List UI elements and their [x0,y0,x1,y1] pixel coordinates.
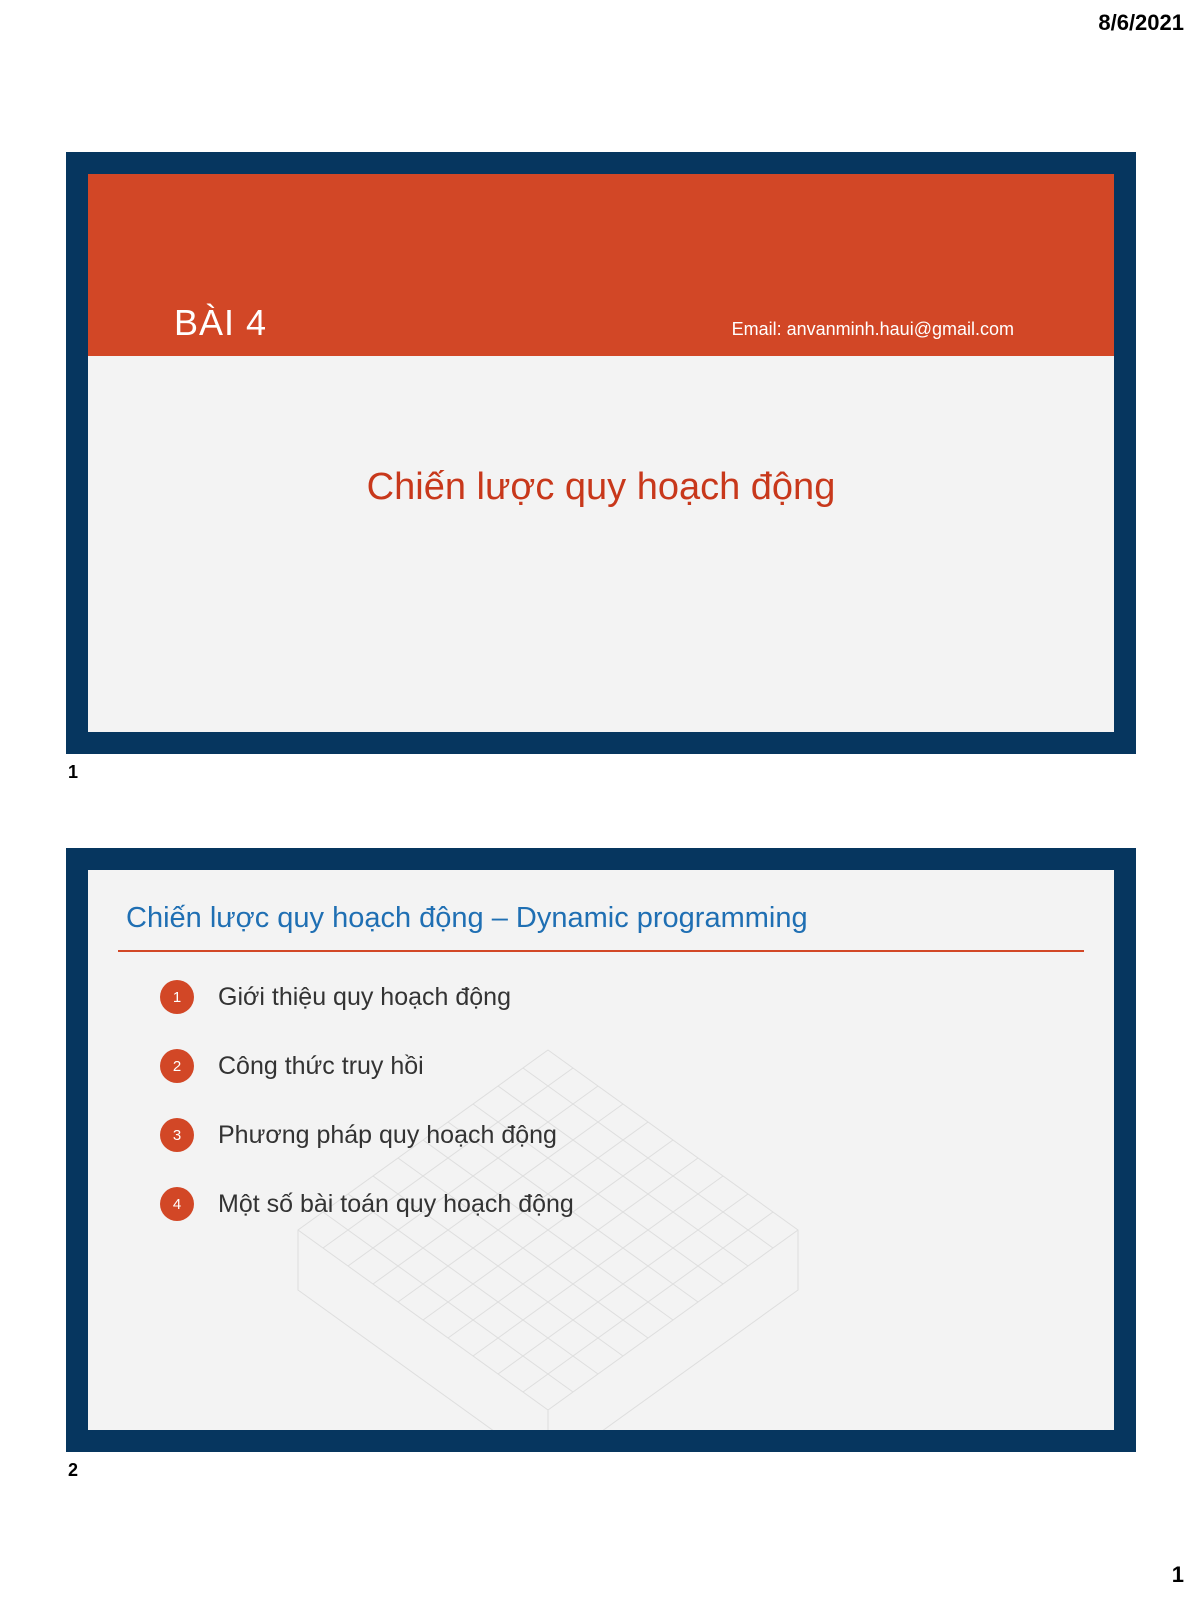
slide-2-label: 2 [68,1460,79,1480]
lesson-number: BÀI 4 [174,302,268,343]
slide-1-title: Chiến lược quy hoạch động [366,466,836,508]
number-badge: 2 [160,1049,194,1083]
list-item-text: Phương pháp quy hoạch động [218,1120,557,1149]
slide-2-content [88,870,1114,1430]
number-badge: 1 [160,980,194,1014]
list-item-text: Giới thiệu quy hoạch động [218,982,511,1011]
slide-1-label: 1 [68,762,79,782]
list-item [160,1118,574,1152]
list-item [160,1049,574,1083]
page-date: 8/6/2021 [1098,10,1184,35]
page-number: 1 [1171,1562,1184,1587]
slide-1-content [88,174,1114,732]
slide-2-title: Chiến lược quy hoạch động – Dynamic programming [126,902,808,934]
agenda-list [160,980,574,1256]
list-item-text: Công thức truy hồi [218,1051,424,1080]
list-item-text: Một số bài toán quy hoạch động [218,1189,574,1218]
title-divider [118,950,1084,952]
slide-2 [66,848,1136,1452]
list-item [160,1187,574,1221]
slide-1 [66,152,1136,754]
author-email: Email: anvanminh.haui@gmail.com [731,319,1014,339]
number-badge: 3 [160,1118,194,1152]
list-item [160,980,574,1014]
slide-1-banner [88,174,1114,356]
number-badge: 4 [160,1187,194,1221]
